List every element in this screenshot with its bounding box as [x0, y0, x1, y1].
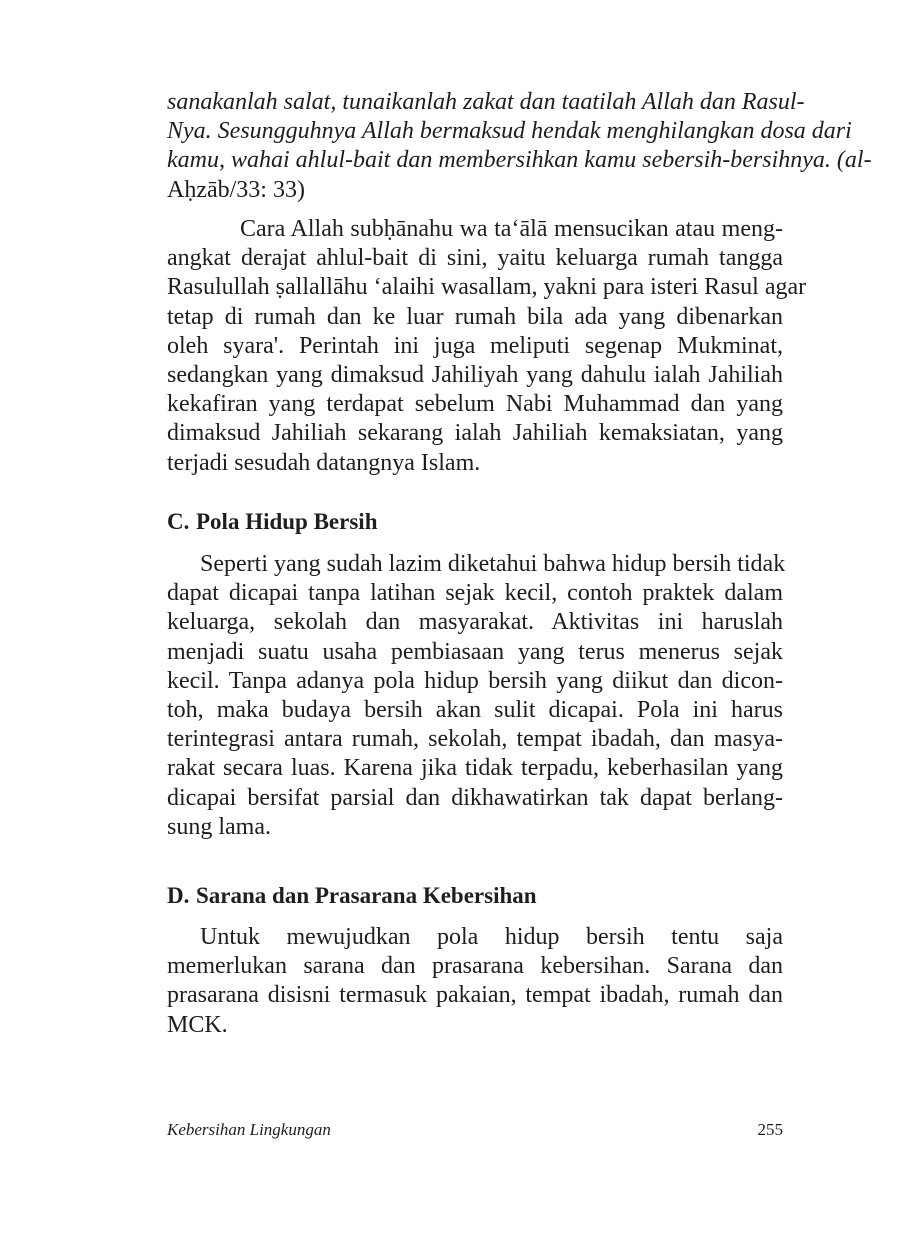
quote-line: Nya. Sesungguhnya Allah bermaksud hendak menghilangkan dosa dari — [167, 118, 852, 145]
paragraph-line: sedangkan yang dimaksud Jahiliyah yang dahulu ialah Jahiliah — [167, 362, 783, 389]
section-d-paragraph — [167, 923, 783, 1040]
running-footer-title: Kebersihan Lingkungan — [167, 1120, 331, 1139]
paragraph-line: menjadi suatu usaha pembiasaan yang terus menerus sejak — [167, 638, 783, 665]
paragraph-line: MCK. — [167, 1011, 228, 1038]
paragraph-line: toh, maka budaya bersih akan sulit dicapai. Pola ini harus — [167, 697, 783, 724]
paragraph-line: rakat secara luas. Karena jika tidak terpadu, keberhasilan yang — [167, 755, 783, 782]
paragraph-line: oleh syara'. Perintah ini juga meliputi segenap Mukminat, — [167, 332, 783, 359]
paragraph-ahlul-bait — [167, 215, 807, 478]
paragraph-line: prasarana disisni termasuk pakaian, tempat ibadah, rumah dan — [167, 982, 783, 1009]
section-d-title: Sarana dan Prasarana Kebersihan — [196, 883, 537, 908]
paragraph-line: tetap di rumah dan ke luar rumah bila ada yang dibenarkan — [167, 303, 783, 330]
quote-line: sanakanlah salat, tunaikanlah zakat dan taatilah Allah dan Rasul- — [167, 89, 805, 115]
paragraph-line: angkat derajat ahlul-bait di sini, yaitu keluarga rumah tangga — [167, 245, 783, 272]
paragraph-line: Rasulullah ṣallallāhu ‘alaihi wasallam, yakni para isteri Rasul agar — [167, 274, 807, 301]
quote-line: kamu, wahai ahlul-bait dan membersihkan kamu sebersih-bersihnya. (al- — [167, 147, 872, 174]
paragraph-line: dicapai bersifat parsial dan dikhawatirkan tak dapat berlang- — [167, 784, 783, 811]
paragraph-line: Seperti yang sudah lazim diketahui bahwa hidup bersih tidak — [200, 551, 786, 577]
paragraph-line: kecil. Tanpa adanya pola hidup bersih yang diikut dan dicon- — [167, 667, 783, 694]
quote-line: Aḥzāb/33: 33) — [167, 176, 305, 203]
paragraph-line: keluarga, sekolah dan masyarakat. Aktivitas ini haruslah — [167, 609, 783, 636]
paragraph-line: Cara Allah subḥānahu wa ta‘ālā mensucikan atau meng- — [240, 216, 783, 242]
page-number: 255 — [757, 1120, 783, 1139]
section-d-heading — [167, 883, 537, 909]
section-c-paragraph — [167, 550, 786, 842]
section-c-number: C. — [167, 509, 190, 534]
section-d-number: D. — [167, 883, 190, 908]
paragraph-line: terjadi sesudah datangnya Islam. — [167, 449, 481, 476]
paragraph-line: memerlukan sarana dan prasarana kebersihan. Sarana dan — [167, 953, 783, 980]
paragraph-line: terintegrasi antara rumah, sekolah, tempat ibadah, dan masya- — [167, 726, 783, 753]
paragraph-line: kekafiran yang terdapat sebelum Nabi Muhammad dan yang — [167, 391, 783, 418]
section-c-heading — [167, 509, 377, 535]
paragraph-line: Untuk mewujudkan pola hidup bersih tentu saja — [200, 924, 783, 950]
paragraph-line: sung lama. — [167, 813, 271, 840]
paragraph-line: dimaksud Jahiliah sekarang ialah Jahiliah kemaksiatan, yang — [167, 420, 783, 447]
paragraph-line: dapat dicapai tanpa latihan sejak kecil, contoh praktek dalam — [167, 580, 783, 607]
section-c-title: Pola Hidup Bersih — [196, 509, 378, 534]
quran-translation-quote — [167, 88, 872, 205]
